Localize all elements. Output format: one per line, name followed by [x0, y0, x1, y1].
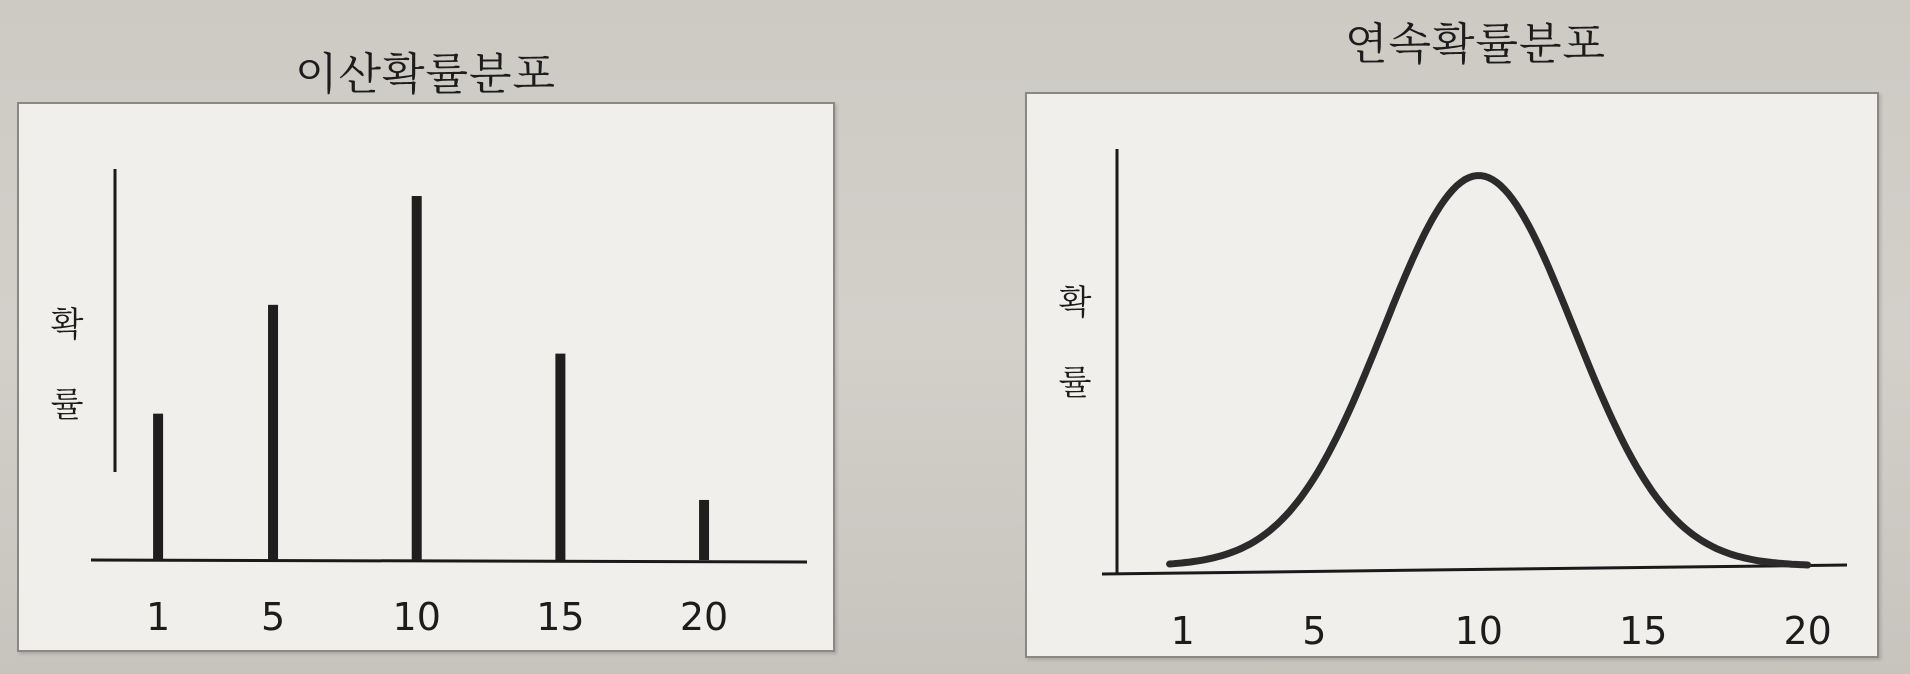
y-label-char-2: 률 — [1058, 363, 1092, 403]
discrete-chart — [19, 104, 833, 650]
x-tick-label-15: 15 — [536, 595, 585, 639]
x-tick-label-15: 15 — [1619, 609, 1668, 653]
bar-5 — [268, 305, 278, 560]
x-tick-label-1: 1 — [146, 595, 171, 639]
discrete-chart-title: 이산확률분포 — [295, 49, 557, 100]
x-tick-label-20: 20 — [1783, 609, 1832, 653]
y-label-char-1: 확 — [1058, 283, 1092, 323]
x-tick-label-5: 5 — [1302, 609, 1327, 653]
bar-20 — [699, 500, 709, 560]
bar-10 — [412, 196, 422, 560]
discrete-chart-panel — [17, 102, 835, 652]
continuous-chart — [1027, 94, 1877, 656]
x-tick-label-5: 5 — [260, 595, 286, 639]
x-axis — [91, 560, 807, 562]
x-tick-label-10: 10 — [392, 595, 441, 639]
y-label-char-2: 률 — [50, 385, 84, 425]
density-curve — [1170, 176, 1808, 565]
x-axis — [1102, 565, 1847, 574]
x-tick-label-1: 1 — [1170, 609, 1195, 653]
x-tick-label-20: 20 — [679, 595, 729, 639]
bar-1 — [153, 414, 163, 560]
x-tick-label-10: 10 — [1454, 609, 1503, 653]
continuous-chart-title: 연속확률분포 — [1345, 19, 1607, 70]
bar-15 — [555, 354, 565, 560]
y-label-char-1: 확 — [50, 305, 84, 345]
continuous-chart-panel — [1025, 92, 1879, 658]
